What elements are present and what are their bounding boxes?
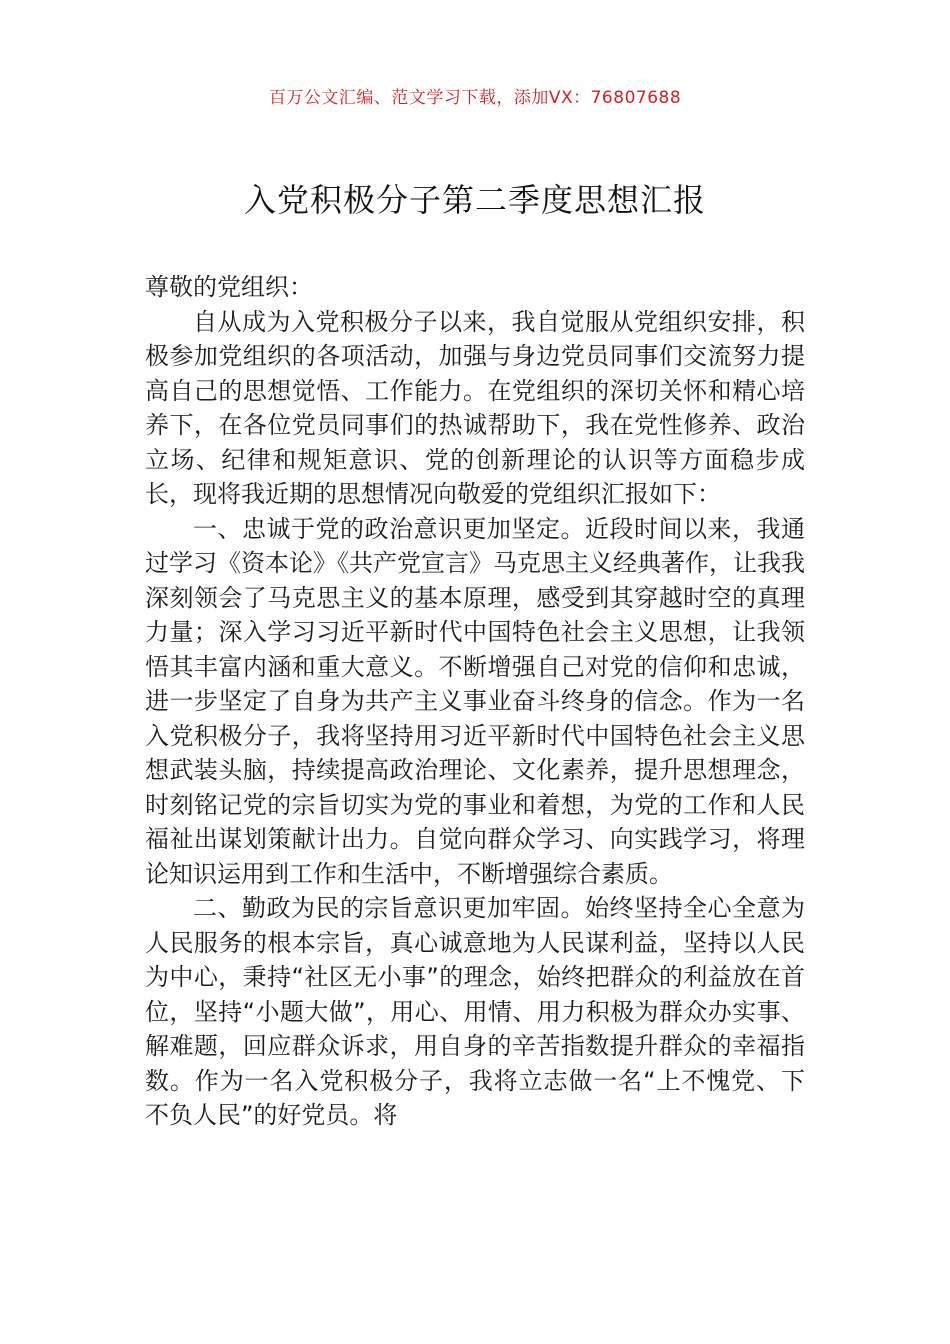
paragraph-section-1: 一、忠诚于党的政治意识更加坚定。近段时间以来，我通过学习《资本论》《共产党宣言》马克思主义经典著作，让我我深刻领会了马克思主义的基本原理，感受到其穿越时空的真理力量；深入学习习近平新时代中国特色社会主义思想，让我领悟其丰富内涵和重大意义。不断增强自己对党的信仰和忠诚，进一步坚定了自身为共产主义事业奋斗终身的信念。作为一名入党积极分子，我将坚持用习近平新时代中国特色社会主义思想武装头脑，持续提高政治理论、文化素养，提升思想理念，时刻铭记党的宗旨切实为党的事业和着想，为党的工作和人民福祉出谋划策献计出力。自觉向群众学习、向实践学习，将理论知识运用到工作和生活中，不断增强综合素质。 [145,514,805,888]
document-title: 入党积极分子第二季度思想汇报 [243,181,706,219]
paragraph-section-2: 二、勤政为民的宗旨意识更加牢固。始终坚持全心全意为人民服务的根本宗旨，真心诚意地为人民谋利益，坚持以人民为中心，秉持“社区无小事”的理念，始终把群众的利益放在首位，坚持“小题大做”，用心、用情、用力积极为群众办实事、解难题，回应群众诉求，用自身的辛苦指数提升群众的幸福指数。作为一名入党积极分子，我将立志做一名“上不愧党、下不负人民”的好党员。将 [145,894,805,1129]
promo-banner: 百万公文汇编、范文学习下载，添加VX：76807688 [268,88,682,108]
document-body [145,270,805,1133]
salutation: 尊敬的党组织： [145,273,313,301]
paragraph-intro: 自从成为入党积极分子以来，我自觉服从党组织安排，积极参加党组织的各项活动，加强与身边党员同事们交流努力提高自己的思想觉悟、工作能力。在党组织的深切关怀和精心培养下，在各位党员同事们的热诚帮助下，我在党性修养、政治立场、纪律和规矩意识、党的创新理论的认识等方面稳步成长，现将我近期的思想情况向敬爱的党组织汇报如下： [145,307,805,508]
